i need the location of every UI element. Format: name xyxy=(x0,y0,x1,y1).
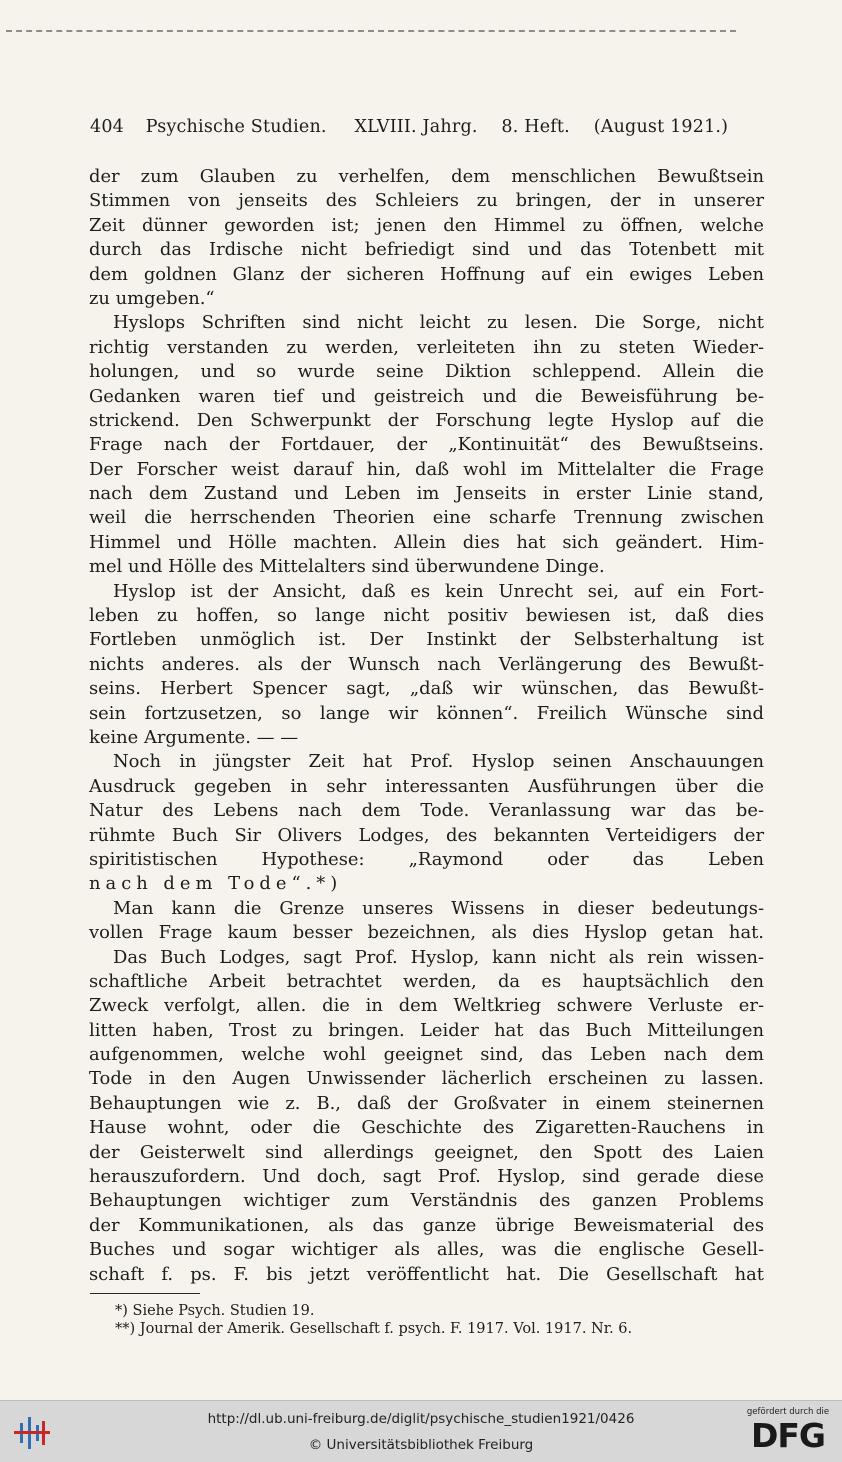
permalink-url[interactable]: http://dl.ub.uni-freiburg.de/diglit/psychische_studien1921/0426 xyxy=(207,1411,635,1427)
text-line: Fortleben unmöglich ist. Der Instinkt der Selbsterhaltung ist xyxy=(89,629,764,651)
text-line: Stimmen von jenseits des Schleiers zu bringen, der in unserer xyxy=(89,190,764,212)
text-line: rühmte Buch Sir Olivers Lodges, des bekannten Verteidigers der xyxy=(89,824,764,846)
text-line: Frage nach der Fortdauer, der „Kontinuität“ des Bewußtseins. xyxy=(89,434,764,456)
text-line: Zweck verfolgt, allen. die in dem Weltkrieg schwere Verluste er- xyxy=(89,995,764,1017)
issue-date: (August 1921.) xyxy=(593,117,729,137)
page-number: 404 xyxy=(90,117,125,137)
text-line: vollen Frage kaum besser bezeichnen, als dies Hyslop getan hat. xyxy=(89,922,764,944)
viewer-footer-bar xyxy=(0,1400,842,1462)
footnote-rule xyxy=(90,1293,200,1294)
text-line: herauszufordern. Und doch, sagt Prof. Hyslop, sind gerade diese xyxy=(89,1166,764,1188)
text-line: durch das Irdische nicht befriedigt sind und das Totenbett mit xyxy=(89,239,764,261)
dfg-logo-text: DFG xyxy=(750,1416,826,1455)
text-line: Noch in jüngster Zeit hat Prof. Hyslop seinen Anschauungen xyxy=(113,751,764,773)
volume-year: XLVIII. Jahrg. xyxy=(354,117,478,137)
scan-edge-rule xyxy=(6,30,736,32)
text-line: schaft f. ps. F. bis jetzt veröffentlicht hat. Die Gesellschaft hat xyxy=(89,1263,764,1285)
text-line: Hause wohnt, oder die Geschichte des Zigaretten-Rauchens in xyxy=(89,1117,764,1139)
text-line: nach dem Tode“.*) xyxy=(89,873,343,895)
text-line: Der Forscher weist darauf hin, daß wohl im Mittelalter die Frage xyxy=(89,458,764,480)
text-line: Himmel und Hölle machten. Allein dies hat sich geändert. Him- xyxy=(89,531,764,553)
text-line: schaftliche Arbeit betrachtet werden, da es hauptsächlich den xyxy=(89,970,764,992)
issue-number: 8. Heft. xyxy=(501,117,570,137)
text-line: litten haben, Trost zu bringen. Leider hat das Buch Mitteilungen xyxy=(89,1019,764,1041)
text-line: mel und Hölle des Mittelalters sind überwundene Dinge. xyxy=(89,556,605,578)
text-line: Das Buch Lodges, sagt Prof. Hyslop, kann nicht als rein wissen- xyxy=(113,946,764,968)
text-line: der zum Glauben zu verhelfen, dem menschlichen Bewußtsein xyxy=(89,166,764,187)
running-head xyxy=(90,117,770,137)
text-line: holungen, und so wurde seine Diktion schleppend. Allein die xyxy=(89,361,764,383)
footnote: *) Siehe Psych. Studien 19. xyxy=(115,1303,315,1319)
text-line: Behauptungen wichtiger zum Verständnis des ganzen Problems xyxy=(89,1190,764,1212)
text-line: dem goldnen Glanz der sicheren Hoffnung auf ein ewiges Leben xyxy=(89,263,764,285)
footnote: **) Journal der Amerik. Gesellschaft f. psych. F. 1917. Vol. 1917. Nr. 6. xyxy=(115,1321,633,1337)
text-line: Tode in den Augen Unwissender lächerlich erscheinen zu lassen. xyxy=(89,1068,764,1090)
text-line: zu umgeben.“ xyxy=(89,287,215,309)
text-line: der Kommunikationen, als das ganze übrige Beweismaterial des xyxy=(89,1214,764,1236)
body-text xyxy=(89,165,764,1287)
text-line: Ausdruck gegeben in sehr interessanten Ausführungen über die xyxy=(89,775,764,797)
text-line: nichts anderes. als der Wunsch nach Verlängerung des Bewußt- xyxy=(89,653,764,675)
text-line: leben zu hoffen, so lange nicht positiv bewiesen ist, daß dies xyxy=(89,605,764,627)
text-line: strickend. Den Schwerpunkt der Forschung legte Hyslop auf die xyxy=(89,409,764,431)
text-line: Behauptungen wie z. B., daß der Großvater in einem steinernen xyxy=(89,1092,764,1114)
text-line: richtig verstanden zu werden, verleiteten ihn zu steten Wieder- xyxy=(89,336,764,358)
text-line: aufgenommen, welche wohl geeignet sind, das Leben nach dem xyxy=(89,1044,764,1066)
text-line: Hyslop ist der Ansicht, daß es kein Unrecht sei, auf ein Fort- xyxy=(113,580,764,602)
text-line: Gedanken waren tief und geistreich und die Beweisführung be- xyxy=(89,385,764,407)
text-line: nach dem Zustand und Leben im Jenseits in erster Linie stand, xyxy=(89,483,764,505)
footnotes xyxy=(115,1302,775,1338)
text-line: Zeit dünner geworden ist; jenen den Himmel zu öffnen, welche xyxy=(89,214,764,236)
journal-title: Psychische Studien. xyxy=(145,117,327,137)
sponsor-caption: gefördert durch die xyxy=(746,1407,830,1417)
copyright-notice: © Universitätsbibliothek Freiburg xyxy=(308,1437,534,1453)
text-line: keine Argumente. — — xyxy=(89,726,299,748)
dfg-logo[interactable] xyxy=(742,1407,834,1459)
text-line: Natur des Lebens nach dem Tode. Veranlassung war das be- xyxy=(89,800,764,822)
text-line: Man kann die Grenze unseres Wissens in dieser bedeutungs- xyxy=(113,897,764,919)
text-line: sein fortzusetzen, so lange wir können“. Freilich Wünsche sind xyxy=(89,702,764,724)
text-line: spiritistischen Hypothese: „Raymond oder das Leben xyxy=(89,848,764,870)
text-line: weil die herrschenden Theorien eine scharfe Trennung zwischen xyxy=(89,507,764,529)
text-line: der Geisterwelt sind allerdings geeignet, den Spott des Laien xyxy=(89,1141,764,1163)
text-line: seins. Herbert Spencer sagt, „daß wir wünschen, das Bewußt- xyxy=(89,678,764,700)
text-line: Hyslops Schriften sind nicht leicht zu lesen. Die Sorge, nicht xyxy=(113,312,764,334)
text-line: Buches und sogar wichtiger als alles, was die englische Gesell- xyxy=(89,1239,764,1261)
